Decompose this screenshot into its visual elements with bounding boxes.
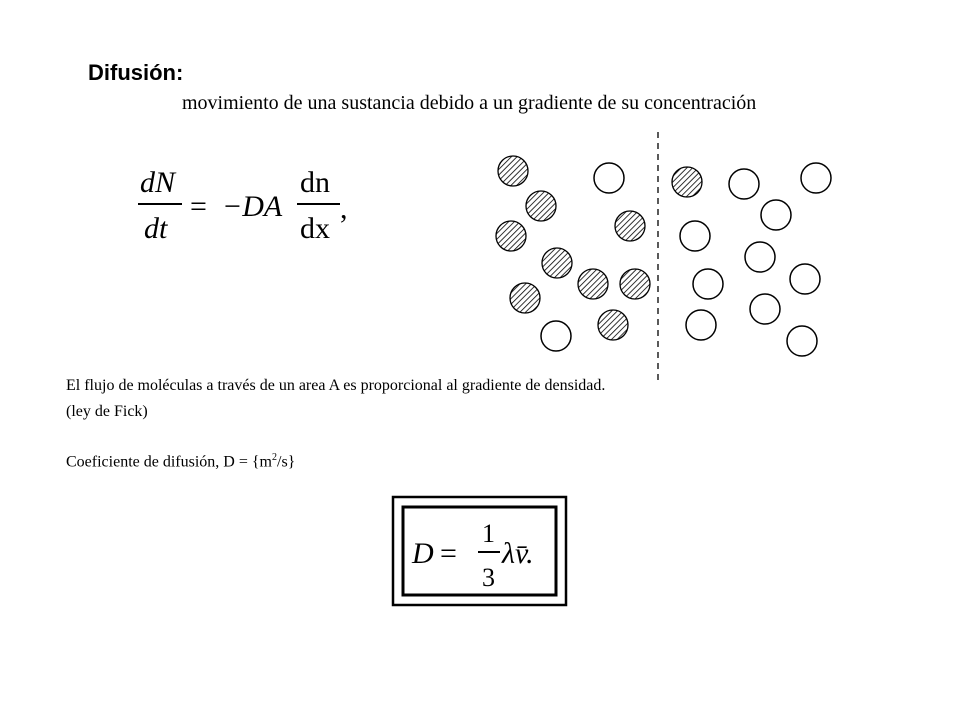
open-molecule bbox=[790, 264, 820, 294]
equals-sign: = bbox=[190, 190, 207, 223]
open-molecule bbox=[787, 326, 817, 356]
open-molecule bbox=[686, 310, 716, 340]
law-name: (ley de Fick) bbox=[66, 403, 148, 420]
lhs-numerator: dN bbox=[140, 166, 176, 199]
inner-frame bbox=[403, 507, 556, 595]
shaded-molecule bbox=[542, 248, 572, 278]
units-exponent: 2 bbox=[272, 452, 277, 463]
shaded-molecule bbox=[578, 269, 608, 299]
open-molecule bbox=[761, 200, 791, 230]
lhs-denominator: dt bbox=[144, 212, 168, 245]
definition-text: movimiento de una sustancia debido a un gradiente de su concentración bbox=[182, 92, 757, 114]
coefficient-units bbox=[66, 452, 295, 471]
open-molecule bbox=[541, 321, 571, 351]
rhs-denominator: dx bbox=[300, 212, 330, 245]
open-molecule bbox=[745, 242, 775, 272]
shaded-molecule bbox=[496, 221, 526, 251]
shaded-molecule bbox=[510, 283, 540, 313]
page-title: Difusión: bbox=[88, 60, 184, 85]
shaded-molecule bbox=[498, 156, 528, 186]
open-molecule bbox=[750, 294, 780, 324]
flux-statement: El flujo de moléculas a través de un area A es proporcional al gradiente de densidad. bbox=[66, 377, 606, 394]
shaded-molecule bbox=[526, 191, 556, 221]
open-molecule bbox=[680, 221, 710, 251]
formula-denominator: 3 bbox=[482, 563, 495, 592]
coefficient-term: −DA bbox=[222, 190, 283, 223]
open-molecule bbox=[729, 169, 759, 199]
open-molecule bbox=[693, 269, 723, 299]
formula-numerator: 1 bbox=[482, 519, 495, 548]
coefficient-prefix: Coeficiente de difusión, D = {m bbox=[66, 453, 272, 471]
trailing-comma: , bbox=[340, 192, 348, 225]
outer-frame bbox=[393, 497, 566, 605]
shaded-molecule bbox=[615, 211, 645, 241]
shaded-molecule bbox=[620, 269, 650, 299]
shaded-molecule bbox=[672, 167, 702, 197]
rhs-numerator: dn bbox=[300, 166, 330, 199]
formula-tail: λv̄. bbox=[502, 537, 534, 570]
open-molecule bbox=[594, 163, 624, 193]
formula-equals: = bbox=[440, 537, 457, 570]
shaded-molecule bbox=[598, 310, 628, 340]
coefficient-suffix: /s} bbox=[277, 453, 296, 471]
formula-lhs: D bbox=[412, 537, 434, 570]
open-molecule bbox=[801, 163, 831, 193]
